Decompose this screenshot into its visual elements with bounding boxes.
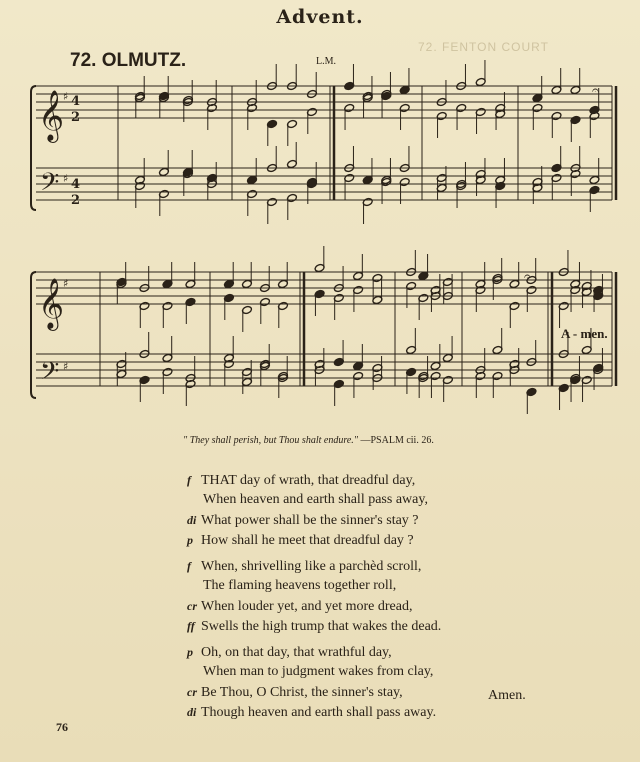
verse-text: What power shall be the sinner's stay ?: [201, 513, 419, 528]
verse-line: [187, 702, 436, 722]
dynamic-mark: cr: [187, 685, 197, 699]
verse-text: When louder yet, and yet more dread,: [201, 599, 413, 614]
dynamic-mark: p: [187, 533, 193, 547]
time-sig-bottom-1: 2: [71, 110, 81, 125]
key-sharp-2: ♯: [63, 172, 69, 185]
epigraph: [183, 435, 434, 446]
verse-line: [187, 662, 436, 682]
key-sharp-1: ♯: [63, 90, 69, 103]
verse-line: [187, 470, 428, 490]
clefs-and-signatures: [38, 83, 599, 392]
bass-clef-2: 𝄢: [40, 357, 60, 392]
page-number: 76: [56, 720, 68, 734]
key-sharp-3: ♯: [63, 277, 69, 290]
bass-clef-1: 𝄢: [40, 168, 60, 203]
verse-line: [187, 616, 441, 636]
verse-text: Swells the high trump that wakes the dead.: [201, 619, 442, 634]
verse-line: [187, 682, 436, 702]
verse-line: [187, 596, 441, 616]
verse-line: [187, 642, 436, 662]
verse-line: [187, 576, 441, 596]
dynamic-mark: di: [187, 513, 197, 527]
epigraph-source: —PSALM cii. 26.: [360, 435, 434, 446]
dynamic-mark: f: [187, 559, 191, 573]
stanza-1: [187, 470, 428, 550]
key-sharp-4: ♯: [63, 360, 69, 373]
dynamic-mark: p: [187, 645, 193, 659]
notes: [116, 60, 604, 414]
verse-line: [187, 556, 441, 576]
verse-text: The flaming heavens together roll,: [203, 578, 397, 593]
epigraph-quote: " They shall perish, but Thou shalt endure.": [183, 435, 358, 446]
verse-line: [187, 490, 428, 510]
time-sig-top-1: 4: [71, 94, 81, 109]
staff-lines: [36, 86, 612, 386]
amen-label: A - men.: [561, 326, 608, 341]
final-amen: Amen.: [488, 688, 526, 703]
verse-line: [187, 530, 428, 550]
system-brackets: [31, 86, 36, 398]
verse-text: When man to judgment wakes from clay,: [203, 664, 434, 679]
hymn-meter: L.M.: [316, 56, 336, 67]
verse-text: Oh, on that day, that wrathful day,: [201, 645, 392, 660]
stanza-3: [187, 642, 436, 722]
time-sig-bottom-2: 2: [71, 193, 81, 208]
stanza-2: [187, 556, 441, 636]
bleed-through-text: 72. FENTON COURT: [418, 40, 549, 54]
fermata-1: 𝄐: [592, 83, 599, 97]
dynamic-mark: ff: [187, 619, 195, 633]
verse-text: When, shrivelling like a parchèd scroll,: [201, 559, 422, 574]
verse-text: Be Thou, O Christ, the sinner's stay,: [201, 685, 403, 700]
treble-clef-2: 𝄞: [38, 278, 65, 329]
barlines: [100, 86, 616, 386]
fermata-2: 𝄐: [524, 269, 531, 283]
section-title: Advent.: [276, 6, 364, 28]
verse-text: Though heaven and earth shall pass away.: [201, 705, 437, 720]
hymn-title: 72. OLMUTZ.: [70, 50, 187, 71]
dynamic-mark: di: [187, 705, 197, 719]
verse-line: [187, 510, 428, 530]
verse-text: THAT day of wrath, that dreadful day,: [201, 473, 416, 488]
treble-clef-1: 𝄞: [38, 90, 65, 141]
verse-text: When heaven and earth shall pass away,: [203, 492, 428, 507]
time-sig-top-2: 4: [71, 177, 81, 192]
verse-text: How shall he meet that dreadful day ?: [201, 533, 414, 548]
dynamic-mark: f: [187, 473, 191, 487]
dynamic-mark: cr: [187, 599, 197, 613]
